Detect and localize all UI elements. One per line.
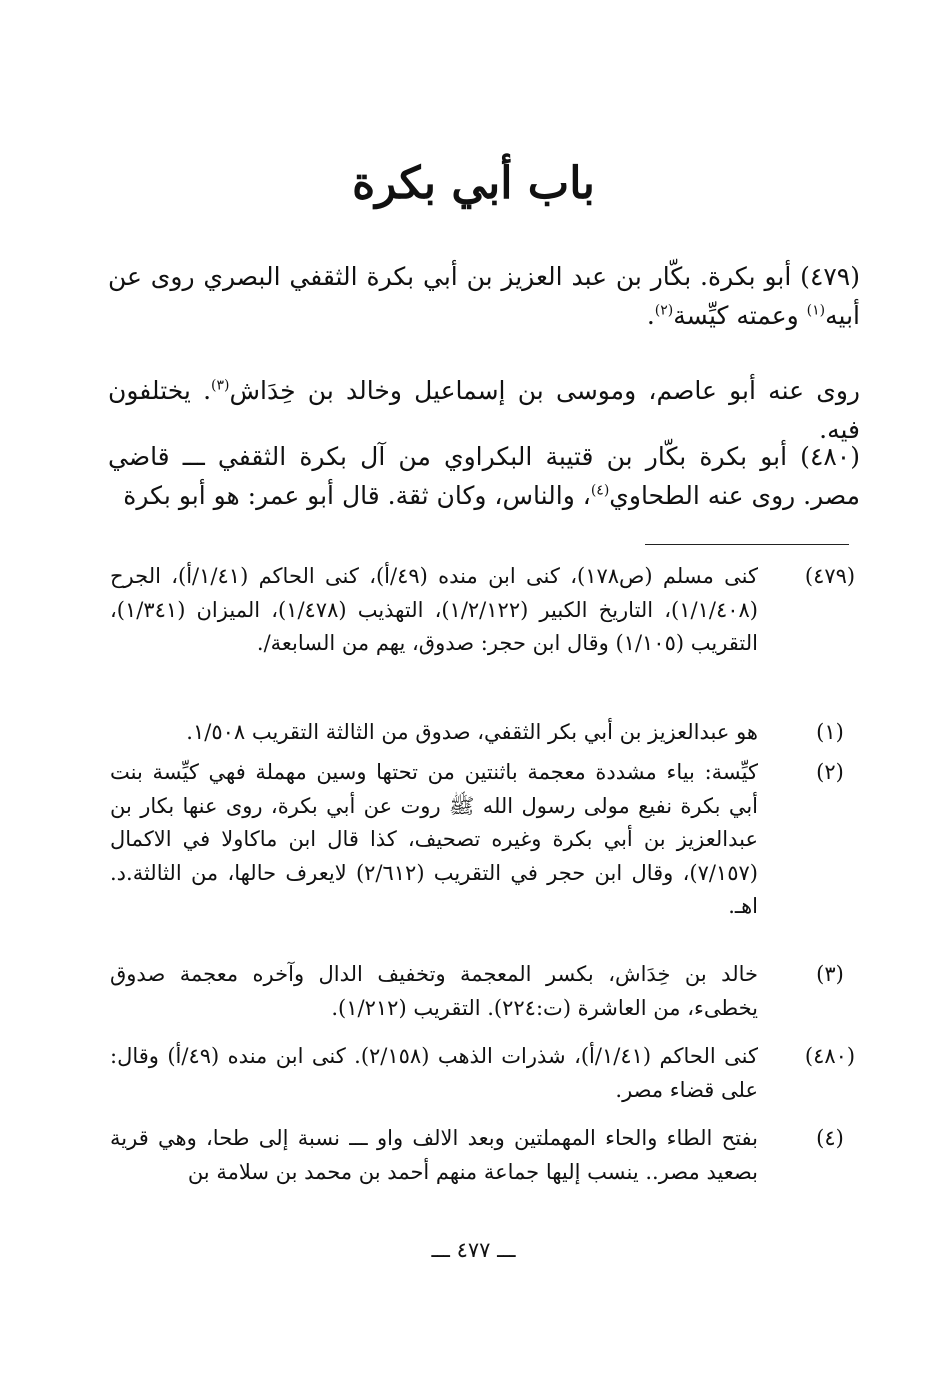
- footnote-ref-2: (٢): [654, 302, 674, 319]
- footnote-ref-3: (٣): [211, 377, 230, 394]
- page-number: ـــ ٤٧٧ ـــ: [431, 1238, 516, 1262]
- entry-480-paragraph: [108, 438, 860, 516]
- footnote-text: هو عبدالعزيز بن أبي بكر الثقفي، صدوق من الثالثة التقريب ١/٥٠٨.: [186, 720, 758, 744]
- footnote-number: (٤٧٩): [804, 564, 856, 588]
- footnote-number: (٢): [816, 760, 844, 784]
- footnote-479: [110, 560, 862, 661]
- footnote-number: (١): [816, 720, 844, 744]
- narrators-text-end: . يختلفون فيه.: [108, 376, 860, 444]
- footnote-ref-1: (١): [806, 302, 826, 319]
- footnote-number: (٤): [816, 1126, 844, 1150]
- footnote-number: (٣): [816, 962, 844, 986]
- footnote-3: [110, 958, 862, 1025]
- footnote-divider: [645, 544, 849, 545]
- entry-479-text-mid: وعمته كيِّسة: [673, 300, 807, 330]
- page-title: باب أبي بكرة: [352, 158, 595, 209]
- footnote-text: خالد بن خِدَاش، بكسر المعجمة وتخفيف الدال وآخره معجمة صدوق يخطىء، من العاشرة (ت:٢٢٤). التقريب (١/٢١٢).: [110, 962, 758, 1020]
- narrators-text: روى عنه أبو عاصم، وموسى بن إسماعيل وخالد بن خِدَاش: [229, 376, 860, 405]
- footnote-1: [110, 716, 862, 750]
- footnote-text: كيِّسة: بياء مشددة معجمة باثنتين من تحتها وسين مهملة فهي كيِّسة بنت أبي بكرة نفيع مولى رسول الله ﷺ روت عن أبي بكرة، روى عنها بكار بن عبدالعزيز بن أبي بكرة وغيره تصحيف، كذا قال ابن ماكاولا في الاكمال (٧/١٥٧)، وقال ابن حجر في التقريب (٢/٦١٢) لايعرف حالها، من الثالثة.د. اهـ.: [110, 760, 758, 919]
- footnote-text: بفتح الطاء والحاء المهملتين وبعد الالف واو ـــ نسبة إلى طحا، وهي قرية بصعيد مصر.. ينسب إليها جماعة منهم أحمد بن محمد بن سلامة بن: [110, 1126, 758, 1184]
- footnote-ref-4: (٤): [590, 482, 610, 499]
- footnote-number: (٤٨٠): [804, 1044, 856, 1068]
- entry-480-text-end: ، والناس، وكان ثقة. قال أبو عمر: هو أبو بكرة: [123, 480, 591, 510]
- footnote-4: [110, 1122, 862, 1189]
- entry-480-text: (٤٨٠) أبو بكرة بكّار بن قتيبة البكراوي من آل بكرة الثقفي ـــ قاضي مصر. روى عنه الطحاوي: [108, 442, 860, 510]
- footnote-text: كنى مسلم (ص١٧٨)، كنى ابن منده (٤٩/أ)، كنى الحاكم (١/٤١/أ)، الجرح (١/١/٤٠٨)، التاريخ الكبير (١/٢/١٢٢)، التهذيب (١/٤٧٨)، الميزان (١/٣٤١)، التقريب (١/١٠٥) وقال ابن حجر: صدوق، يهم من السابعة/.: [110, 564, 758, 656]
- footnote-2: [110, 756, 862, 924]
- entry-479-paragraph: [108, 258, 860, 336]
- footnote-480: [110, 1040, 862, 1107]
- entry-479-text-end: .: [646, 300, 655, 330]
- entry-479-text: (٤٧٩) أبو بكرة. بكّار بن عبد العزيز بن أبي بكرة الثقفي البصري روى عن أبيه: [108, 262, 860, 330]
- footnote-text: كنى الحاكم (١/٤١/أ)، شذرات الذهب (٢/١٥٨). كنى ابن منده (٤٩/أ) وقال: على قضاء مصر.: [110, 1044, 758, 1102]
